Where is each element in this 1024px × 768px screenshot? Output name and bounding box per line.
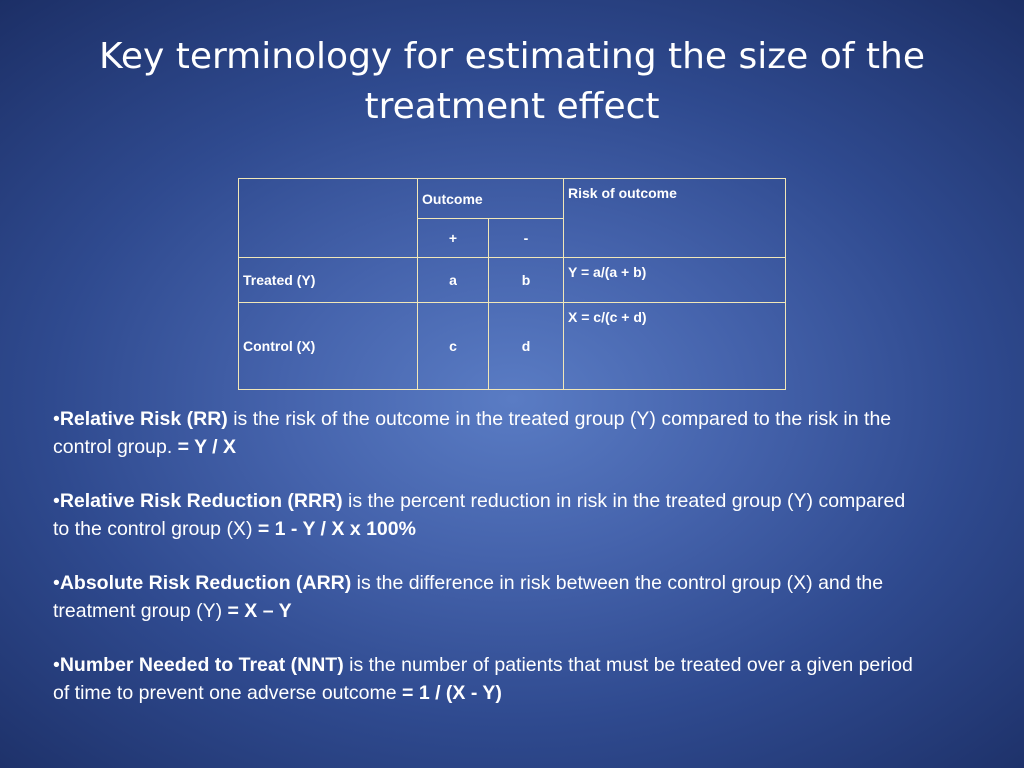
description-rr: is the risk of the outcome in the treated group (Y) compared to the risk in the control group. bbox=[53, 408, 892, 458]
cell-control-risk: X = c/(c + d) bbox=[564, 303, 786, 390]
table-row-treated bbox=[239, 258, 786, 303]
risk-table bbox=[238, 178, 786, 390]
description-nnt: is the number of patients that must be treated over a given period of time to prevent one adverse outcome bbox=[53, 654, 913, 704]
cell-control-plus: c bbox=[418, 303, 489, 390]
row-label-control: Control (X) bbox=[239, 303, 418, 390]
bullet: • bbox=[53, 572, 60, 594]
term-rr: Relative Risk (RR) bbox=[59, 408, 228, 430]
definition-nnt bbox=[53, 651, 923, 707]
cell-treated-risk: Y = a/(a + b) bbox=[564, 258, 786, 303]
term-rrr: Relative Risk Reduction (RRR) bbox=[59, 490, 343, 512]
formula-arr: = X – Y bbox=[227, 600, 292, 622]
cell-control-minus: d bbox=[489, 303, 564, 390]
outcome-positive-header: + bbox=[418, 219, 489, 258]
definition-arr bbox=[53, 569, 923, 625]
term-arr: Absolute Risk Reduction (ARR) bbox=[59, 572, 352, 594]
term-nnt: Number Needed to Treat (NNT) bbox=[59, 654, 344, 676]
description-rrr: is the percent reduction in risk in the treated group (Y) compared to the control group (X) bbox=[53, 490, 906, 540]
bullet: • bbox=[53, 654, 60, 676]
row-label-treated: Treated (Y) bbox=[239, 258, 418, 303]
formula-rr: = Y / X bbox=[177, 436, 237, 458]
definition-rr bbox=[53, 405, 923, 461]
bullet: • bbox=[53, 408, 60, 430]
outcome-header: Outcome bbox=[418, 179, 564, 219]
table-corner-cell bbox=[239, 179, 418, 258]
formula-nnt: = 1 / (X - Y) bbox=[402, 682, 502, 704]
definitions-list bbox=[53, 405, 923, 733]
description-arr: is the difference in risk between the control group (X) and the treatment group (Y) bbox=[53, 572, 884, 622]
bullet: • bbox=[53, 490, 60, 512]
cell-treated-plus: a bbox=[418, 258, 489, 303]
table-row-control bbox=[239, 303, 786, 390]
risk-header: Risk of outcome bbox=[564, 179, 786, 258]
definition-rrr bbox=[53, 487, 923, 543]
outcome-negative-header: - bbox=[489, 219, 564, 258]
cell-treated-minus: b bbox=[489, 258, 564, 303]
slide-title: Key terminology for estimating the size of the treatment effect bbox=[99, 36, 925, 127]
formula-rrr: = 1 - Y / X x 100% bbox=[257, 518, 416, 540]
